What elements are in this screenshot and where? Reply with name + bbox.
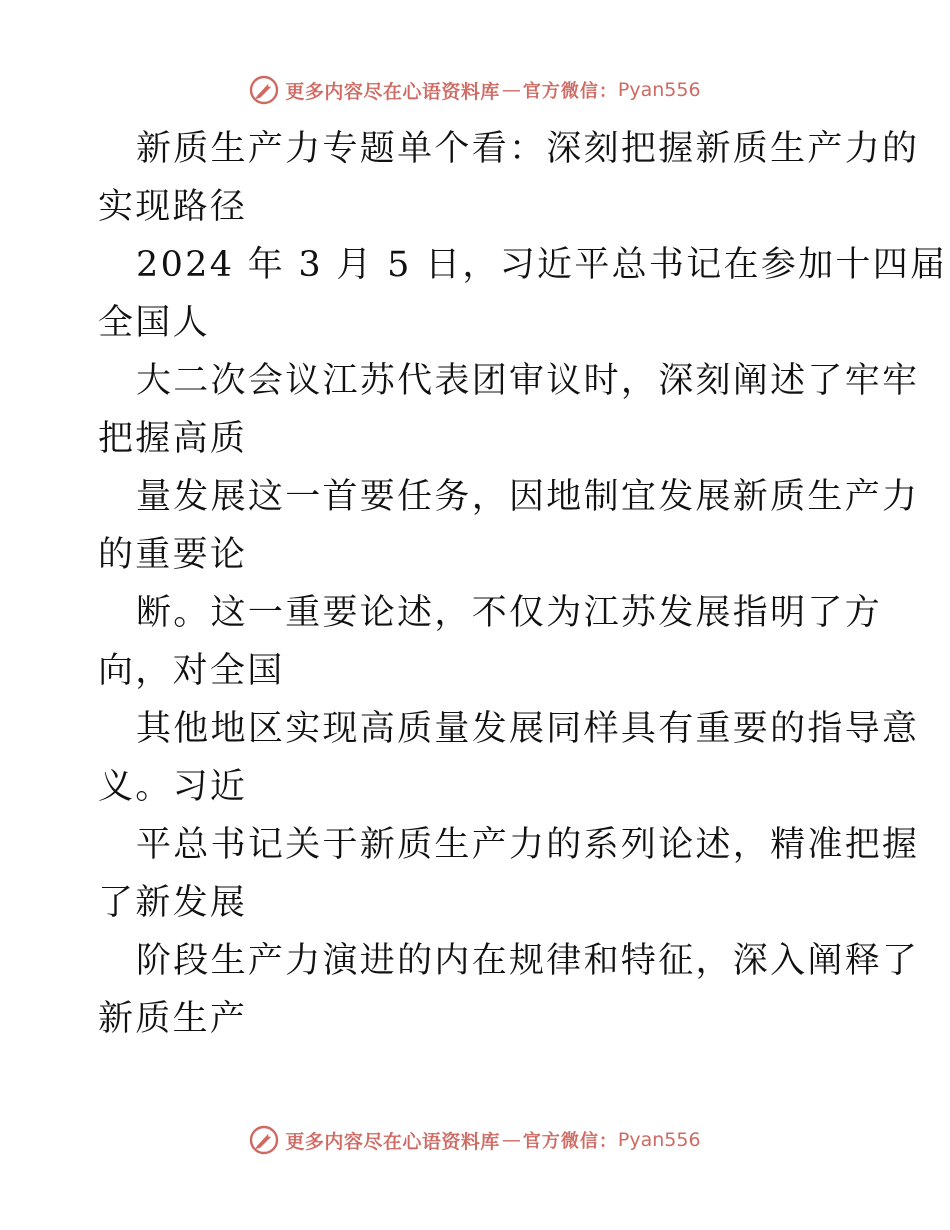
text-line: 全国人 xyxy=(98,303,210,343)
pen-nib-logo-icon xyxy=(249,1125,279,1155)
text-line: 的重要论 xyxy=(98,535,248,575)
banner-official-label: 官方微信： xyxy=(522,81,618,102)
document-body xyxy=(98,120,948,1048)
text-line: 其他地区实现高质量发展同样具有重要的指导意 xyxy=(136,709,920,749)
banner-separator: — xyxy=(501,79,521,101)
banner-wechat-id: Pyan556 xyxy=(617,1129,701,1151)
pen-nib-logo-icon xyxy=(249,75,279,105)
text-line: 向，对全国 xyxy=(98,651,285,691)
text-line: 实现路径 xyxy=(98,187,248,227)
text-line: 新质生产 xyxy=(98,999,248,1039)
text-line: 2024 年 3 月 5 日，习近平总书记在参加十四届 xyxy=(136,245,948,285)
footer-banner xyxy=(0,1120,950,1160)
text-line: 义。习近 xyxy=(98,767,248,807)
banner-brand-text: 更多内容尽在心语资料库 xyxy=(285,80,500,103)
text-line: 量发展这一首要任务，因地制宜发展新质生产力 xyxy=(136,477,920,517)
text-line: 阶段生产力演进的内在规律和特征，深入阐释了 xyxy=(136,941,920,981)
banner-official-label: 官方微信： xyxy=(522,1131,618,1152)
text-line: 断。这一重要论述，不仅为江苏发展指明了方 xyxy=(136,593,883,633)
text-line: 新质生产力专题单个看：深刻把握新质生产力的 xyxy=(136,129,920,169)
text-line: 把握高质 xyxy=(98,419,248,459)
banner-separator: — xyxy=(501,1129,521,1151)
text-line: 大二次会议江苏代表团审议时，深刻阐述了牢牢 xyxy=(136,361,920,401)
banner-brand-text: 更多内容尽在心语资料库 xyxy=(285,1130,500,1153)
banner-wechat-id: Pyan556 xyxy=(617,79,701,101)
header-banner xyxy=(0,70,950,110)
text-line: 了新发展 xyxy=(98,883,248,923)
text-line: 平总书记关于新质生产力的系列论述，精准把握 xyxy=(136,825,920,865)
